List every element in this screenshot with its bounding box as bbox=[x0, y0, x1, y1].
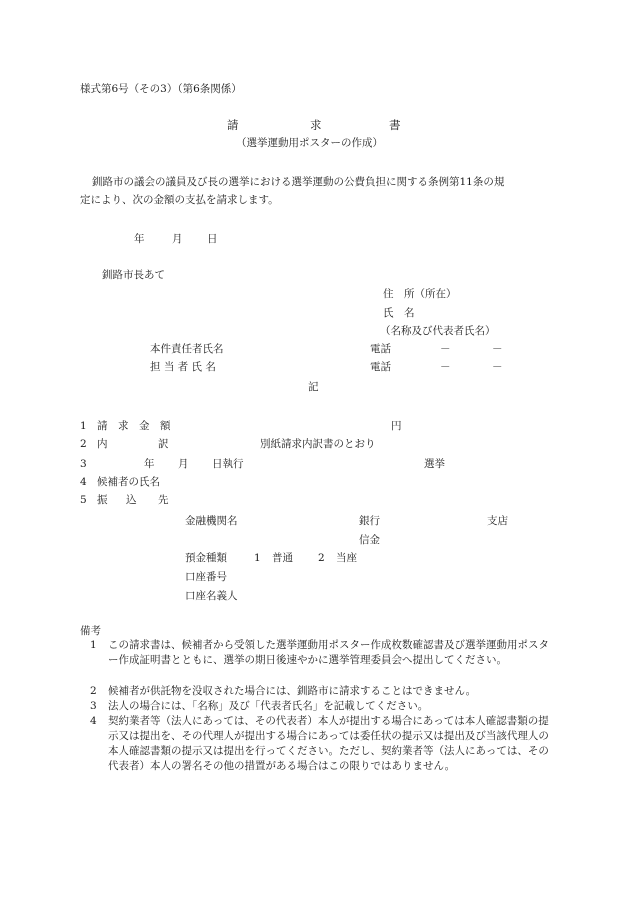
staff-person-label: 担 当 者 氏 名 bbox=[150, 361, 216, 373]
deposit-type-label: 預金種類 bbox=[185, 552, 227, 564]
deposit-option-2-number: 2 bbox=[318, 552, 325, 564]
responsible-phone-dash-2: － bbox=[492, 343, 503, 355]
item3-day: 日執行 bbox=[212, 458, 244, 470]
title-char-3: 書 bbox=[389, 118, 401, 132]
form-id: 様式第6号（その3）（第6条関係） bbox=[80, 83, 242, 95]
account-number-label: 口座番号 bbox=[185, 571, 227, 583]
title-char-1: 請 bbox=[227, 118, 239, 132]
item5-number: 5 bbox=[80, 494, 87, 506]
item3-number: 3 bbox=[80, 458, 87, 470]
item5-label-b: 込 bbox=[126, 494, 137, 506]
applicant-address-label: 住 所（所在） bbox=[383, 288, 457, 300]
account-name-label: 口座名義人 bbox=[185, 590, 238, 602]
note-1-number: 1 bbox=[90, 639, 97, 651]
item3-month: 月 bbox=[178, 458, 189, 470]
bank-branch-label: 支店 bbox=[487, 515, 508, 527]
applicant-name-label: 氏 名 bbox=[383, 307, 415, 319]
item1-label: 請 求 金 額 bbox=[97, 420, 171, 432]
item2-label-a: 内 bbox=[97, 438, 108, 450]
item3-election: 選挙 bbox=[424, 458, 445, 470]
bank-institution-label: 金融機関名 bbox=[185, 515, 238, 527]
note-4-text: 契約業者等（法人にあっては、その代表者）本人が提出する場合にあっては本人確認書類の提示又は提出を、その代理人が提出する場合にあっては委任状の提示又は提出及び当該代理人の本人確認書類の提示又は提出を行ってください。ただし、契約業者等（法人にあっては、その代表者）本人の署名その他の措置がある場合はこの限りではありません。 bbox=[108, 715, 549, 772]
item2-number: 2 bbox=[80, 438, 87, 450]
item2-value: 別紙請求内訳書のとおり bbox=[260, 438, 376, 450]
addressee: 釧路市長あて bbox=[102, 269, 165, 281]
ki-heading: 記 bbox=[308, 381, 319, 393]
item1-number: 1 bbox=[80, 420, 87, 432]
note-2-text: 候補者が供託物を没収された場合には、釧路市に請求することはできません。 bbox=[108, 685, 477, 697]
item1-unit: 円 bbox=[391, 420, 402, 432]
item2-label-b: 訳 bbox=[158, 438, 169, 450]
responsible-phone-label: 電話 bbox=[370, 343, 391, 355]
item4-label: 候補者の氏名 bbox=[97, 476, 160, 488]
note-3-number: 3 bbox=[90, 700, 97, 712]
deposit-option-1: 普通 bbox=[272, 552, 293, 564]
bank-bank-label: 銀行 bbox=[359, 515, 380, 527]
staff-phone-label: 電話 bbox=[370, 361, 391, 373]
bank-shinkin-label: 信金 bbox=[359, 534, 380, 546]
responsible-person-label: 本件責任者氏名 bbox=[150, 343, 224, 355]
item3-year: 年 bbox=[144, 458, 155, 470]
deposit-option-2: 当座 bbox=[336, 552, 357, 564]
notes-heading: 備考 bbox=[80, 625, 101, 637]
note-3-text: 法人の場合には、「名称」及び「代表者氏名」を記載してください。 bbox=[108, 700, 429, 712]
item5-label-c: 先 bbox=[158, 494, 169, 506]
intro-line-2: 定により、次の金額の支払を請求します。 bbox=[80, 194, 279, 206]
staff-phone-dash-1: － bbox=[440, 361, 451, 373]
note-2-number: 2 bbox=[90, 685, 97, 697]
title-char-2: 求 bbox=[310, 118, 322, 132]
staff-phone-dash-2: － bbox=[492, 361, 503, 373]
date-month: 月 bbox=[172, 233, 183, 245]
item4-number: 4 bbox=[80, 476, 87, 488]
responsible-phone-dash-1: － bbox=[440, 343, 451, 355]
note-1-text: この請求書は、候補者から受領した選挙運動用ポスター作成枚数確認書及び選挙運動用ポスター作成証明書とともに、選挙の期日後速やかに選挙管理委員会へ提出してください。 bbox=[108, 639, 549, 666]
intro-line-1: 釧路市の議会の議員及び長の選挙における選挙運動の公費負担に関する条例第11条の規 bbox=[92, 176, 505, 188]
item5-label-a: 振 bbox=[97, 494, 108, 506]
date-year: 年 bbox=[134, 233, 145, 245]
deposit-option-1-number: 1 bbox=[254, 552, 261, 564]
document-subtitle: （選挙運動用ポスターの作成） bbox=[236, 137, 383, 149]
note-4-number: 4 bbox=[90, 715, 97, 727]
applicant-rep-note: （名称及び代表者氏名） bbox=[380, 325, 496, 337]
date-day: 日 bbox=[207, 233, 218, 245]
